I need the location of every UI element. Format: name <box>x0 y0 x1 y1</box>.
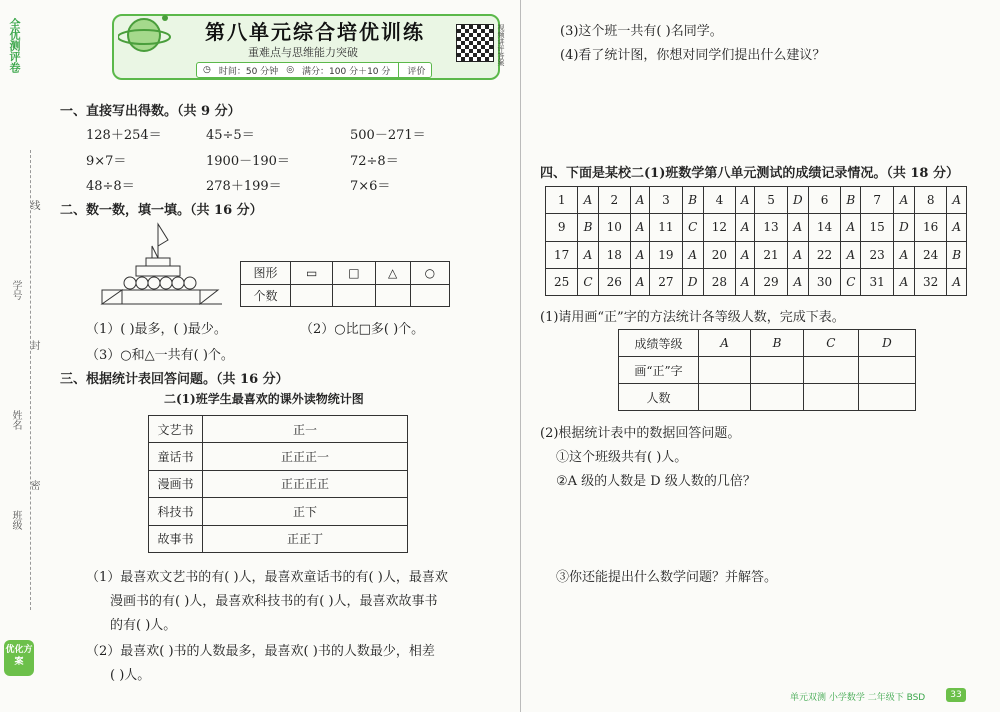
reading-table-title: 二(1)班学生最喜欢的课外读物统计图 <box>164 392 364 406</box>
ship-figure <box>100 222 230 308</box>
question-2-2: （2）○比□多( )个。 <box>300 322 425 337</box>
planet-icon <box>118 10 174 60</box>
eval-label: 评价 <box>407 66 426 77</box>
grade-cell: A <box>578 241 598 268</box>
grid-row <box>546 241 967 268</box>
row-label: 画“正”字 <box>619 357 699 384</box>
calc-item: 48÷8＝ <box>86 179 135 194</box>
student-number-cell: 32 <box>914 268 946 295</box>
grade-cell: D <box>787 187 808 214</box>
question-4-2-1: ①这个班级共有( )人。 <box>556 450 688 465</box>
grade-cell: A <box>947 268 967 295</box>
row-label: 人数 <box>619 384 699 411</box>
grade-cell: B <box>841 187 861 214</box>
level-header: 成绩等级 <box>619 330 699 357</box>
student-number-cell: 19 <box>650 241 682 268</box>
student-number-cell: 18 <box>598 241 630 268</box>
grade-cell: A <box>893 187 914 214</box>
student-number-cell: 9 <box>546 214 578 241</box>
qr-label: 视频讲评答案 <box>497 24 505 66</box>
rectangle-icon: ▭ <box>291 262 333 285</box>
margin-mark-mi: 密 <box>28 480 39 490</box>
grade-cell: D <box>682 268 703 295</box>
question-3-2-line1: （2）最喜欢( )书的人数最多，最喜欢( )书的人数最少，相差 <box>86 644 435 659</box>
grade-cell: B <box>682 187 703 214</box>
student-number-cell: 27 <box>650 268 682 295</box>
answer-cell[interactable] <box>751 357 804 384</box>
part1-title: 一、直接写出得数。（共 9 分） <box>60 104 241 119</box>
answer-cell[interactable] <box>751 384 804 411</box>
grade-cell: A <box>787 241 808 268</box>
level-header: D <box>858 330 915 357</box>
student-number-cell: 17 <box>546 241 578 268</box>
question-2-1: （1）( )最多，( )最少。 <box>86 322 227 337</box>
category-label: 文艺书 <box>149 416 203 443</box>
grade-cell: A <box>682 241 703 268</box>
page-number: 33 <box>946 688 966 702</box>
info-bar <box>196 62 432 78</box>
class-label: 班级 <box>10 510 21 530</box>
student-number-cell: 7 <box>861 187 893 214</box>
grade-cell: A <box>736 187 755 214</box>
page-title: 第八单元综合培优训练 <box>205 20 425 44</box>
grade-cell: A <box>893 268 914 295</box>
binding-margin <box>0 0 40 712</box>
answer-cell[interactable] <box>291 284 333 307</box>
question-3-4: (4)看了统计图，你想对同学们提出什么建议？ <box>560 48 826 63</box>
grade-cell: B <box>578 214 598 241</box>
answer-cell[interactable] <box>803 384 858 411</box>
tally-cell: 正正正一 <box>203 443 408 470</box>
student-number-cell: 2 <box>598 187 630 214</box>
question-4-2: (2)根据统计表中的数据回答问题。 <box>540 426 741 441</box>
student-number-cell: 15 <box>861 214 893 241</box>
calc-item: 500－271＝ <box>350 128 426 143</box>
answer-cell[interactable] <box>803 357 858 384</box>
grade-cell: A <box>736 268 755 295</box>
answer-cell[interactable] <box>699 357 751 384</box>
qr-code <box>456 24 494 62</box>
grade-cell: A <box>631 241 650 268</box>
calc-item: 72÷8＝ <box>350 154 399 169</box>
grid-row <box>546 187 967 214</box>
level-count-table <box>618 329 916 411</box>
student-number-cell: 30 <box>808 268 840 295</box>
full-score: 满分：100 分＋10 分 <box>302 66 391 77</box>
check-icon: ◎ <box>286 65 295 75</box>
page-divider <box>520 0 521 712</box>
calc-item: 45÷5＝ <box>206 128 255 143</box>
student-number-cell: 8 <box>914 187 946 214</box>
answer-cell[interactable] <box>375 284 410 307</box>
grade-cell: A <box>841 214 861 241</box>
student-number-cell: 3 <box>650 187 682 214</box>
student-number-cell: 11 <box>650 214 682 241</box>
score-record-grid <box>545 186 967 296</box>
table-header-cell: 图形 <box>241 262 291 285</box>
answer-cell[interactable] <box>410 284 449 307</box>
grade-cell: C <box>578 268 598 295</box>
grade-cell: A <box>841 241 861 268</box>
answer-cell[interactable] <box>699 384 751 411</box>
triangle-icon: △ <box>375 262 410 285</box>
grade-cell: A <box>631 187 650 214</box>
answer-cell[interactable] <box>858 357 915 384</box>
grade-cell: A <box>631 214 650 241</box>
answer-cell[interactable] <box>333 284 375 307</box>
level-header: B <box>751 330 804 357</box>
calc-item: 7×6＝ <box>350 179 391 194</box>
student-number-cell: 12 <box>703 214 735 241</box>
student-number-cell: 13 <box>755 214 787 241</box>
part3-title: 三、根据统计表回答问题。（共 16 分） <box>60 372 289 387</box>
grid-row <box>546 268 967 295</box>
calc-item: 1900－190＝ <box>206 154 290 169</box>
student-number-cell: 5 <box>755 187 787 214</box>
level-header: A <box>699 330 751 357</box>
student-number-cell: 25 <box>546 268 578 295</box>
brand-logo-bottom: 优化方案 <box>4 640 34 676</box>
student-number-cell: 28 <box>703 268 735 295</box>
student-number-cell: 20 <box>703 241 735 268</box>
grade-cell: A <box>787 214 808 241</box>
student-number-cell: 16 <box>914 214 946 241</box>
category-label: 故事书 <box>149 525 203 552</box>
grade-cell: B <box>947 241 967 268</box>
grade-cell: A <box>947 187 967 214</box>
student-number-cell: 29 <box>755 268 787 295</box>
student-number-cell: 22 <box>808 241 840 268</box>
student-number-cell: 10 <box>598 214 630 241</box>
category-label: 漫画书 <box>149 470 203 497</box>
tally-cell: 正正丁 <box>203 525 408 552</box>
grid-row <box>546 214 967 241</box>
level-header: C <box>803 330 858 357</box>
grade-cell: A <box>893 241 914 268</box>
grade-cell: A <box>787 268 808 295</box>
tally-cell: 正正正正 <box>203 470 408 497</box>
cut-line <box>30 150 31 610</box>
question-4-2-3: ③你还能提出什么数学问题？并解答。 <box>556 570 778 585</box>
student-number-label: 学号 <box>10 280 21 300</box>
student-number-cell: 6 <box>808 187 840 214</box>
student-number-cell: 14 <box>808 214 840 241</box>
grade-cell: A <box>736 214 755 241</box>
brand-label-top: 全优测评卷 <box>8 18 21 73</box>
student-name-label: 姓名 <box>10 410 21 430</box>
shape-count-table <box>240 261 450 307</box>
divider <box>398 63 399 77</box>
question-4-2-2: ②A 级的人数是 D 级人数的几倍？ <box>556 474 756 489</box>
question-3-2-line2: ( )人。 <box>110 668 151 683</box>
tally-cell: 正一 <box>203 416 408 443</box>
student-number-cell: 1 <box>546 187 578 214</box>
question-3-1-line3: 的有( )人。 <box>110 618 177 633</box>
student-number-cell: 21 <box>755 241 787 268</box>
calc-item: 128＋254＝ <box>86 128 162 143</box>
square-icon: □ <box>333 262 375 285</box>
question-2-3: （3）○和△一共有( )个。 <box>86 348 234 363</box>
category-label: 童话书 <box>149 443 203 470</box>
student-number-cell: 26 <box>598 268 630 295</box>
grade-cell: A <box>947 214 967 241</box>
page-subtitle: 重难点与思维能力突破 <box>248 46 358 59</box>
grade-cell: D <box>893 214 914 241</box>
answer-cell[interactable] <box>858 384 915 411</box>
margin-mark-feng: 封 <box>28 340 39 350</box>
calc-item: 9×7＝ <box>86 154 127 169</box>
grade-cell: A <box>736 241 755 268</box>
time-limit: 时间：50 分钟 <box>218 66 279 77</box>
grade-cell: C <box>841 268 861 295</box>
student-number-cell: 31 <box>861 268 893 295</box>
student-number-cell: 24 <box>914 241 946 268</box>
part4-title: 四、下面是某校二(1)班数学第八单元测试的成绩记录情况。（共 18 分） <box>540 166 959 181</box>
tally-cell: 正下 <box>203 498 408 525</box>
grade-cell: A <box>578 187 598 214</box>
grade-cell: C <box>682 214 703 241</box>
student-number-cell: 4 <box>703 187 735 214</box>
calc-item: 278＋199＝ <box>206 179 282 194</box>
grade-cell: A <box>631 268 650 295</box>
reading-tally-table <box>148 415 408 553</box>
question-3-3: (3)这个班一共有( )名同学。 <box>560 24 723 39</box>
clock-icon: ◷ <box>203 65 211 75</box>
category-label: 科技书 <box>149 498 203 525</box>
question-3-1-line2: 漫画书的有( )人，最喜欢科技书的有( )人，最喜欢故事书 <box>110 594 438 609</box>
circle-icon: ○ <box>410 262 449 285</box>
question-4-1: (1)请用画“正”字的方法统计各等级人数，完成下表。 <box>540 310 845 325</box>
footer-text: 单元双测 小学数学 二年级下 BSD <box>790 693 926 703</box>
question-3-1-line1: （1）最喜欢文艺书的有( )人，最喜欢童话书的有( )人，最喜欢 <box>86 570 448 585</box>
student-number-cell: 23 <box>861 241 893 268</box>
part2-title: 二、数一数，填一填。（共 16 分） <box>60 203 263 218</box>
margin-mark-xian: 线 <box>28 200 39 210</box>
table-header-cell: 个数 <box>241 284 291 307</box>
